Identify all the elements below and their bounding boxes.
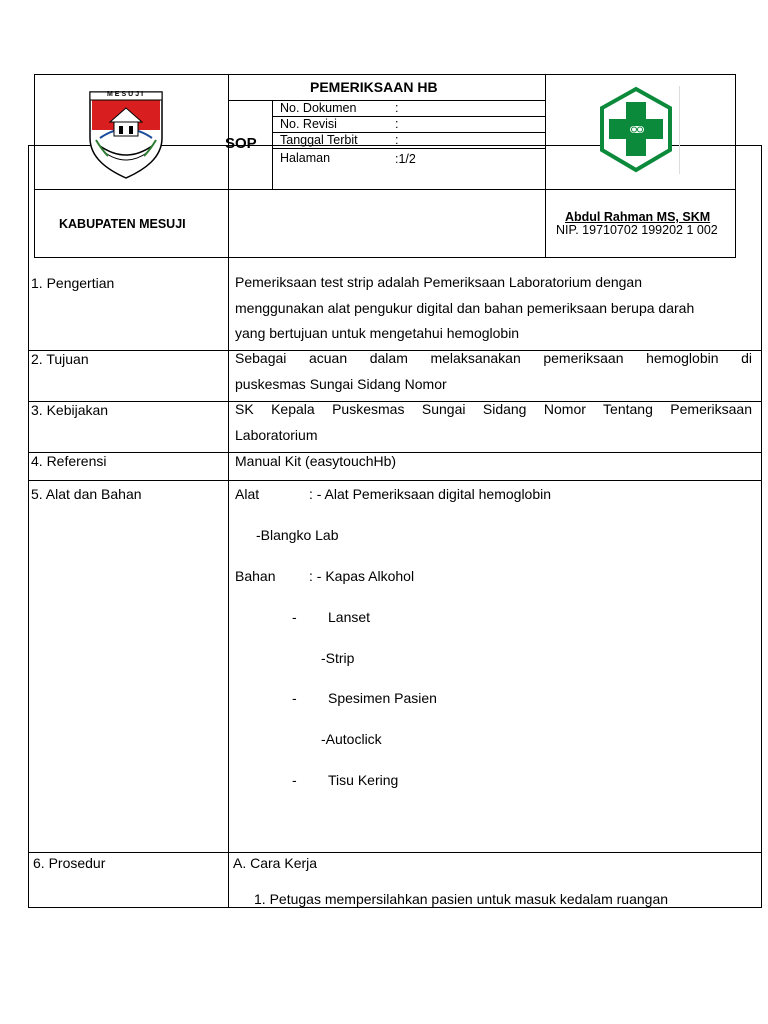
logo-text: MESUJI xyxy=(106,91,146,98)
text-referensi: Manual Kit (easytouchHb) xyxy=(235,453,397,469)
header-col-right xyxy=(545,74,546,258)
pengertian-line-2: menggunakan alat pengukur digital dan bahan pemeriksaan berupa darah xyxy=(235,299,695,316)
column-divider xyxy=(228,74,229,908)
alat-label: Alat xyxy=(235,486,260,502)
text-kebijakan xyxy=(235,397,752,448)
header-divider xyxy=(34,189,736,190)
bahan-dash-lanset: - xyxy=(292,609,297,625)
row-line-alat xyxy=(28,480,762,481)
title-underline xyxy=(228,100,546,101)
table-border-bottom xyxy=(28,907,762,908)
meta-label-tanggal-terbit: Tanggal Terbit xyxy=(280,133,358,147)
text-tujuan xyxy=(235,346,752,397)
meta-label-no-dokumen: No. Dokumen xyxy=(280,101,357,115)
bahan-label: Bahan xyxy=(235,568,276,584)
alat-item-2: -Blangko Lab xyxy=(256,527,339,543)
mesuji-logo xyxy=(86,90,166,180)
label-tujuan: 2. Tujuan xyxy=(31,351,89,367)
bahan-item-strip: -Strip xyxy=(321,650,355,666)
row-line-prosedur xyxy=(28,852,762,853)
bahan-item-spesimen: Spesimen Pasien xyxy=(328,690,437,706)
signatory-nip: NIP. 19710702 199202 1 002 xyxy=(556,223,718,237)
bahan-item-tisu: Tisu Kering xyxy=(328,772,399,788)
kabupaten-label: KABUPATEN MESUJI xyxy=(59,217,186,231)
meta-label-halaman: Halaman xyxy=(280,151,331,165)
right-border-header xyxy=(735,74,736,258)
meta-row-3 xyxy=(272,148,546,149)
prosedur-subheading: A. Cara Kerja xyxy=(233,855,318,871)
header-bottom xyxy=(34,257,736,258)
table-border-top xyxy=(34,74,736,75)
alat-item-1: : - Alat Pemeriksaan digital hemoglobin xyxy=(309,486,552,502)
logo-side-line xyxy=(679,86,680,174)
meta-value-no-dokumen: : xyxy=(395,101,399,115)
meta-col-left xyxy=(272,100,273,190)
kebijakan-line-2: Laboratorium xyxy=(235,426,318,443)
signatory-name: Abdul Rahman MS, SKM xyxy=(565,210,711,224)
sop-label: SOP xyxy=(225,135,257,152)
label-referensi: 4. Referensi xyxy=(31,453,107,469)
document-title: PEMERIKSAAN HB xyxy=(310,79,438,95)
label-alat-bahan: 5. Alat dan Bahan xyxy=(31,486,142,502)
pengertian-line-1: Pemeriksaan test strip adalah Pemeriksaan Laboratorium dengan xyxy=(235,274,643,290)
right-border xyxy=(761,145,762,908)
left-border xyxy=(28,145,29,908)
meta-value-no-revisi: : xyxy=(395,117,399,131)
bahan-dash-tisu: - xyxy=(292,772,297,788)
bahan-dash-spesimen: - xyxy=(292,690,297,706)
pengertian-line-3: yang bertujuan untuk mengetahui hemoglobin xyxy=(235,325,520,341)
left-border-header xyxy=(34,74,35,258)
label-prosedur: 6. Prosedur xyxy=(33,855,106,871)
text-pengertian xyxy=(235,270,760,347)
label-kebijakan: 3. Kebijakan xyxy=(31,402,109,418)
kebijakan-line-1: SK Kepala Puskesmas Sungai Sidang Nomor Tentang Pemeriksaan xyxy=(235,401,752,417)
meta-label-no-revisi: No. Revisi xyxy=(280,117,337,131)
bahan-item-autoclick: -Autoclick xyxy=(321,731,382,747)
tujuan-line-1: Sebagai acuan dalam melaksanakan pemeriksaan hemoglobin di xyxy=(235,350,752,366)
bahan-item-kapas: : - Kapas Alkohol xyxy=(309,568,415,584)
meta-value-tanggal-terbit: : xyxy=(395,133,399,147)
bahan-item-lanset: Lanset xyxy=(328,609,371,625)
label-pengertian: 1. Pengertian xyxy=(31,275,115,291)
meta-value-halaman: :1/2 xyxy=(395,152,416,166)
puskesmas-logo xyxy=(596,86,676,174)
tujuan-line-2: puskesmas Sungai Sidang Nomor xyxy=(235,375,447,392)
prosedur-step-1: 1. Petugas mempersilahkan pasien untuk masuk kedalam ruangan xyxy=(254,891,669,907)
